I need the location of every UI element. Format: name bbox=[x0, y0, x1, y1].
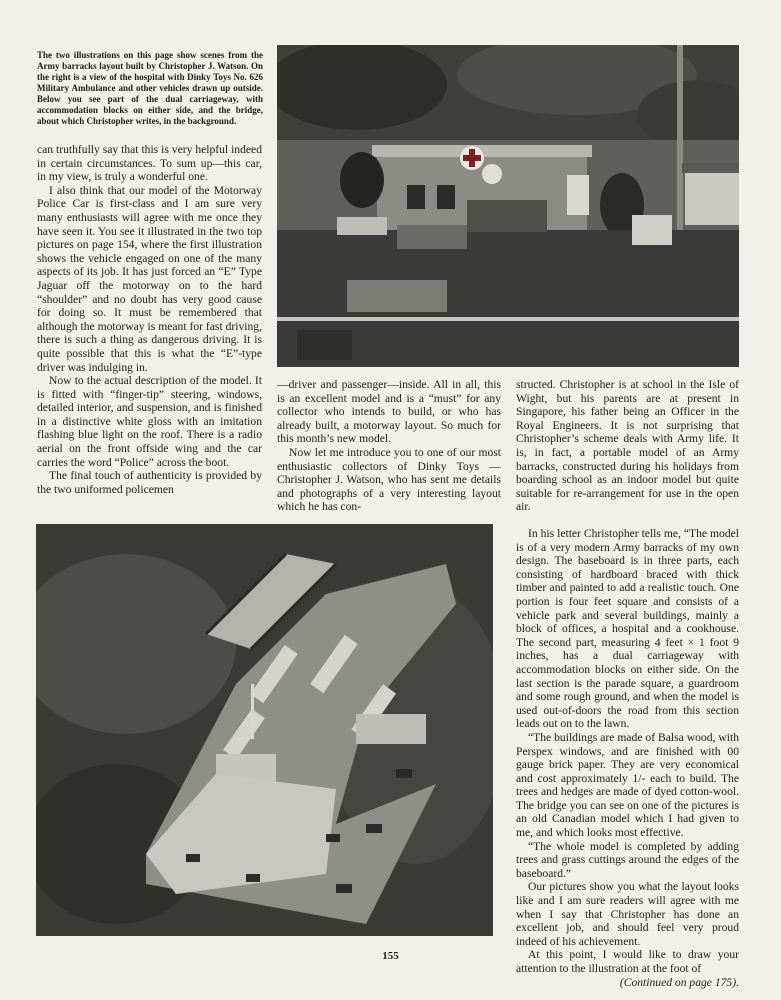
page-number: 155 bbox=[382, 950, 399, 962]
paragraph: Now let me introduce you to one of our most enthusiastic collectors of Dinky Toys —Christopher J. Watson, who has sent me details and photographs of a very interesting layout which he has con- bbox=[277, 445, 501, 514]
hospital-photo bbox=[277, 45, 739, 367]
paragraph: In his letter Christopher tells me, “The model is of a very modern Army barracks of my own design. The baseboard is in three parts, each consisting of hardboard braced with thick timber and painted to add a realistic touch. One portion is four feet square and consists of a vehicle park and several buildings, mainly a block of offices, a hospital and a cookhouse. The second part, measuring 4 feet × 1 foot 9 inches, has a dual carriageway with accommodation blocks on either side. On the last section is the parade square, a guardroom and some rough ground, and when the model is used out-of-doors the road from this section leads out on to the lawn. bbox=[516, 527, 739, 731]
continued-note: (Continued on page 175). bbox=[619, 975, 739, 989]
paragraph: At this point, I would like to draw your attention to the illustration at the foot of bbox=[516, 948, 739, 975]
barracks-photo bbox=[36, 524, 493, 936]
paragraph: Now to the actual description of the model. It is fitted with “finger-tip” steering, windows, detailed interior, and suspension, and is finished in a distinctive white gloss with an imitation flashing blue light on the roof. There is a radio aerial on the front offside wing and the car carries the word “Police” across the boot. bbox=[37, 374, 262, 469]
article-column-3-continued bbox=[516, 527, 739, 989]
barracks-photo-image bbox=[36, 524, 493, 936]
paragraph: The final touch of authenticity is provided by the two uniformed policemen bbox=[37, 469, 262, 496]
paragraph: structed. Christopher is at school in the Isle of Wight, but his parents are at present in Singapore, his father being an Officer in the Royal Engineers. It is not surprising that Christopher’s scheme deals with Army life. It is, in fact, a portable model of an Army barracks, constructed during his holidays from boarding school as an indoor model but quite suitable for re-arrangement for use in the open air. bbox=[516, 378, 739, 514]
paragraph: —driver and passenger—inside. All in all, this is an excellent model and is a “must” for any collector who intends to build, or who has already built, a motorway layout. So much for this month’s new model. bbox=[277, 378, 501, 446]
paragraph: “The buildings are made of Balsa wood, with Perspex windows, and are finished with 00 gauge brick paper. They are very economical and cost approximately 1/- each to build. The trees and hedges are made of dyed cotton-wool. The bridge you can see on one of the pictures is an old Canadian model which I had given to me, and which looks most effective. bbox=[516, 730, 739, 840]
article-column-1 bbox=[37, 143, 262, 496]
paragraph: Our pictures show you what the layout looks like and I am sure readers will agree with me when I say that Christopher has done an excellent job, and should feel very proud indeed of his achievement. bbox=[516, 880, 739, 948]
hospital-photo-image bbox=[277, 45, 739, 367]
paragraph: I also think that our model of the Motorway Police Car is first-class and I am sure very many enthusiasts will agree with me once they have seen it. You see it illustrated in the two top pictures on page 154, where the first illustration shows the vehicle engaged on one of the many aspects of its job. It has just forced an “E” Type Jaguar off the motorway on to the hard “shoulder” and no doubt has very good cause for doing so. It must be remembered that although the motorway is meant for fast driving, there is such a thing as dangerous driving. It is quite possible that this is what the “E”-type driver was indulging in. bbox=[37, 183, 262, 374]
article-column-2 bbox=[277, 378, 501, 514]
paragraph: “The whole model is completed by adding trees and grass cuttings around the edges of the baseboard.” bbox=[516, 839, 739, 880]
article-column-3 bbox=[516, 378, 739, 514]
paragraph: can truthfully say that this is very helpful indeed in certain circumstances. To sum up—this car, in my view, is truly a wonderful one. bbox=[37, 143, 262, 184]
photo-caption: The two illustrations on this page show scenes from the Army barracks layout built by Christopher J. Watson. On the right is a view of the hospital with Dinky Toys No. 626 Military Ambulance and other vehicles drawn up outside. Below you see part of the dual carriageway, with accommodation blocks on either side, and the bridge, about which Christopher writes, in the background. bbox=[37, 50, 263, 126]
